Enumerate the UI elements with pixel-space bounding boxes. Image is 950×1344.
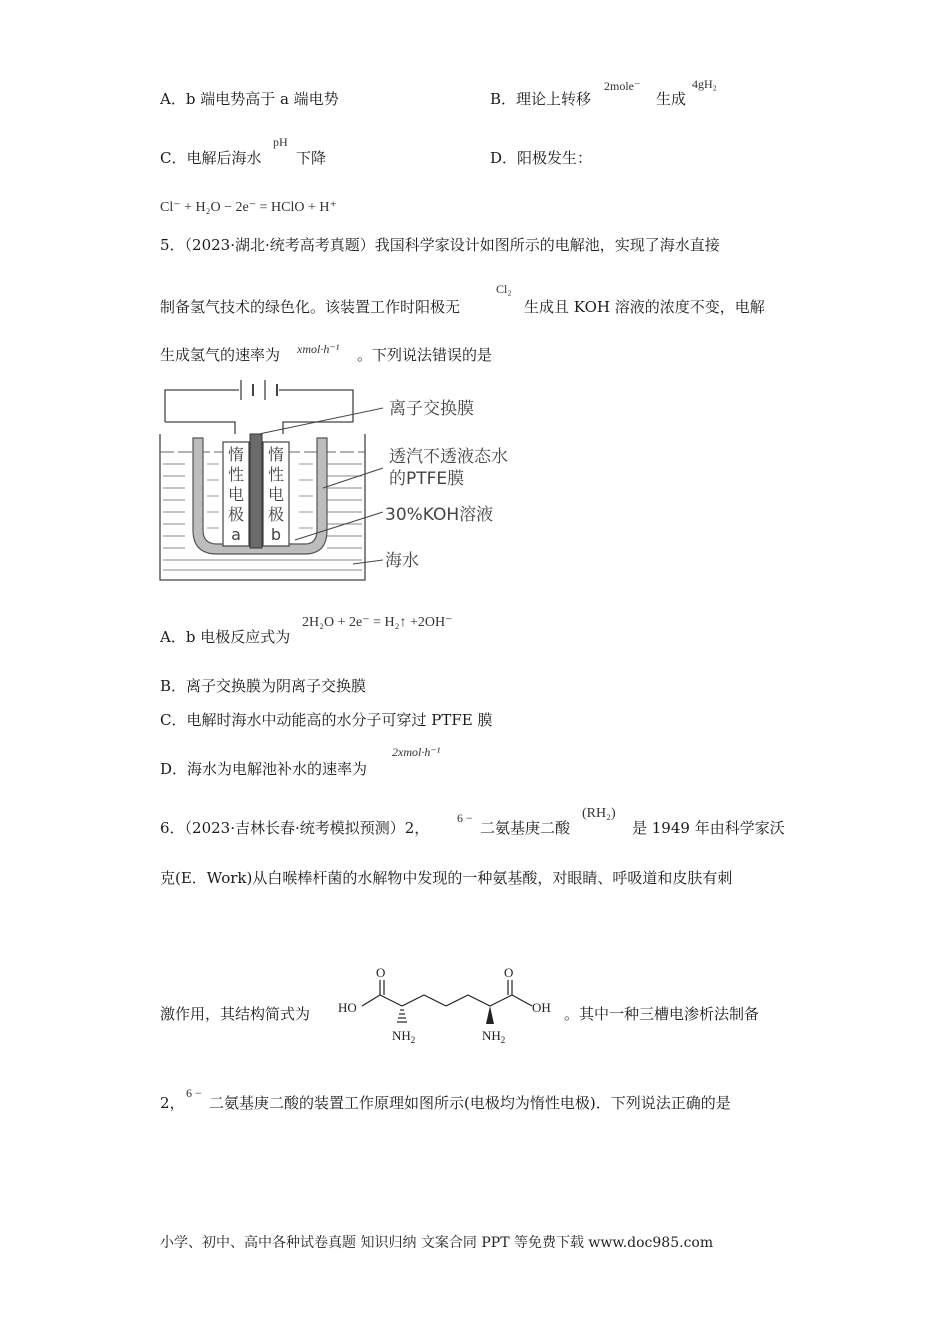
diaminopimelic-acid-structure bbox=[336, 962, 562, 1052]
q6-line1a: 6．（2023·吉林长春·统考模拟预测）2， bbox=[160, 819, 430, 837]
q4-option-b-formula1: 2mole⁻ bbox=[604, 79, 641, 93]
structure-nh2-left: $NH_2$ bbox=[392, 1028, 416, 1045]
q6-line4a: 2， bbox=[160, 1094, 185, 1112]
electrolysis-diagram bbox=[155, 372, 535, 584]
q6-line3b: 。其中一种三槽电渗析法制备 bbox=[564, 1005, 760, 1023]
q5-line3-formula: xmol·h⁻¹ bbox=[297, 342, 340, 356]
structure-ho: HO bbox=[338, 1000, 357, 1015]
q6-line1-formula2: (RH₂) bbox=[582, 806, 616, 821]
q6-line4b: 二氨基庚二酸的装置工作原理如图所示(电极均为惰性电极)．下列说法正确的是 bbox=[209, 1094, 731, 1112]
q5-line3b: 。下列说法错误的是 bbox=[357, 346, 493, 364]
label-ion-exchange-membrane: 离子交换膜 bbox=[389, 399, 474, 419]
structure-oh: OH bbox=[532, 1000, 551, 1015]
label-ptfe-line1: 透汽不透液态水 bbox=[389, 447, 508, 467]
electrode-a-char-1: 惰 bbox=[227, 445, 245, 464]
label-ptfe-line2: 的PTFE膜 bbox=[389, 469, 465, 489]
q6-line1-formula1: 6 − bbox=[457, 811, 473, 825]
label-seawater: 海水 bbox=[385, 551, 419, 571]
q5-line3a: 生成氢气的速率为 bbox=[160, 346, 281, 364]
q4-option-c: C．电解后海水 bbox=[160, 149, 262, 167]
q6-line4-formula: 6 − bbox=[186, 1086, 202, 1100]
q4-option-b-formula2: 4gH₂ bbox=[692, 77, 717, 91]
q5-line1: 5．（2023·湖北·统考高考真题）我国科学家设计如图所示的电解池，实现了海水直接 bbox=[160, 236, 720, 254]
electrode-a-char-4: 极 bbox=[227, 505, 245, 524]
q6-line2: 克(E．Work)从白喉棒杆菌的水解物中发现的一种氨基酸，对眼睛、呼吸道和皮肤有刺 bbox=[160, 869, 733, 887]
label-koh-solution: 30%KOH溶液 bbox=[385, 505, 494, 525]
q5-option-a-formula: 2H₂O + 2e⁻ = H₂↑ +2OH⁻ bbox=[302, 615, 453, 630]
q6-line3a: 激作用，其结构简式为 bbox=[160, 1005, 311, 1023]
electrode-a-char-5: a bbox=[231, 525, 241, 544]
q4-option-d-formula: Cl⁻ + H₂O − 2e⁻ = HClO + H⁺ bbox=[160, 200, 337, 215]
electrode-b-char-4: 极 bbox=[267, 505, 285, 524]
q5-option-d: D．海水为电解池补水的速率为 bbox=[160, 760, 368, 778]
structure-nh2-right: $NH_2$ bbox=[482, 1028, 506, 1045]
q6-line1c: 是 1949 年由科学家沃 bbox=[632, 819, 785, 837]
q4-option-b bbox=[490, 88, 591, 109]
q4-option-d: D．阳极发生： bbox=[490, 149, 593, 167]
q4-option-a: A．b 端电势高于 a 端电势 bbox=[160, 90, 339, 108]
q4-option-c-formula: pH bbox=[273, 135, 288, 149]
q5-option-d-formula: 2xmol·h⁻¹ bbox=[392, 745, 441, 759]
structure-o-right: O bbox=[504, 965, 514, 980]
q5-option-c: C．电解时海水中动能高的水分子可穿过 PTFE 膜 bbox=[160, 711, 493, 729]
q4-option-c-suffix: 下降 bbox=[296, 149, 327, 167]
q5-line2b: 生成且 KOH 溶液的浓度不变，电解 bbox=[524, 298, 765, 316]
electrode-a-char-3: 电 bbox=[227, 485, 245, 504]
q4-option-b-mid: 生成 bbox=[656, 90, 687, 108]
q4-option-b-text: B．理论上转移 bbox=[490, 90, 592, 108]
page-footer: 小学、初中、高中各种试卷真题 知识归纳 文案合同 PPT 等免费下载 www.doc985.com bbox=[160, 1235, 714, 1251]
structure-o-left: O bbox=[376, 965, 386, 980]
electrode-a-char-2: 性 bbox=[227, 465, 245, 484]
electrode-b-char-2: 性 bbox=[267, 465, 285, 484]
q5-option-a: A．b 电极反应式为 bbox=[160, 628, 291, 646]
q6-line1b: 二氨基庚二酸 bbox=[480, 819, 571, 837]
electrode-b-char-3: 电 bbox=[267, 485, 285, 504]
q5-line2-formula: Cl₂ bbox=[496, 282, 512, 296]
electrode-b-char-5: b bbox=[270, 525, 282, 544]
electrode-b-char-1: 惰 bbox=[267, 445, 285, 464]
q5-option-b: B．离子交换膜为阴离子交换膜 bbox=[160, 677, 367, 695]
q5-line2a: 制备氢气技术的绿色化。该装置工作时阳极无 bbox=[160, 298, 461, 316]
